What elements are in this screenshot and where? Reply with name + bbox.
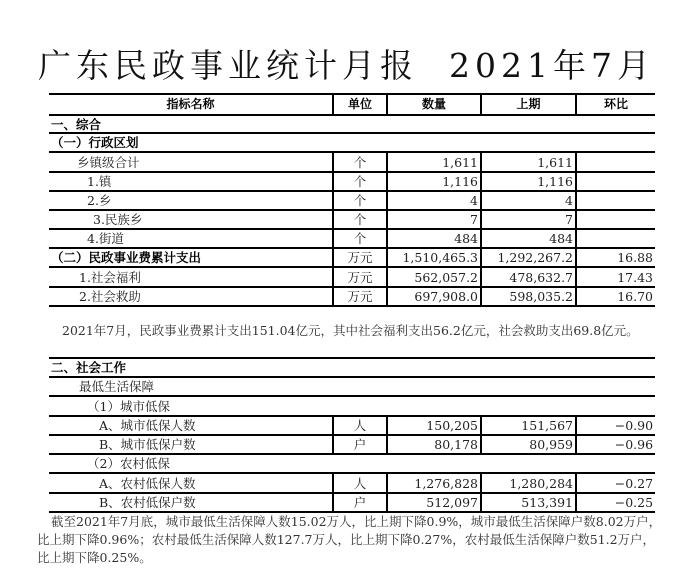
indicator-name: 2.社会救助 xyxy=(49,287,333,306)
table-header-row xyxy=(49,94,655,115)
header-unit: 单位 xyxy=(333,94,387,115)
unit-cell: 万元 xyxy=(333,267,387,287)
value-cell: 1,510,465.3 xyxy=(387,248,481,267)
header-value: 数量 xyxy=(387,94,481,115)
table-row xyxy=(49,287,655,306)
ratio-cell xyxy=(576,172,655,191)
value-cell: 1,116 xyxy=(387,172,481,191)
value-cell: 697,908.0 xyxy=(387,287,481,306)
ratio-cell: 17.43 xyxy=(576,267,655,287)
previous-cell: 1,611 xyxy=(481,152,576,172)
table-row xyxy=(49,248,655,267)
value-cell: 512,097 xyxy=(387,493,481,512)
ratio-cell: 16.70 xyxy=(576,287,655,306)
row-label: （2）农村低保 xyxy=(49,454,655,473)
indicator-name: 3.民族乡 xyxy=(49,210,333,229)
table-row xyxy=(49,473,655,493)
value-cell: 150,205 xyxy=(387,416,481,435)
unit-cell: 个 xyxy=(333,229,387,248)
value-cell: 1,611 xyxy=(387,152,481,172)
header-previous: 上期 xyxy=(481,94,576,115)
table-row xyxy=(49,191,655,210)
unit-cell: 万元 xyxy=(333,248,387,267)
indicator-name: A、农村低保人数 xyxy=(49,473,333,493)
previous-cell: 478,632.7 xyxy=(481,267,576,287)
section-heading: 二、社会工作 xyxy=(49,358,655,377)
table-row xyxy=(49,493,655,512)
indicator-name: 乡镇级合计 xyxy=(49,152,333,172)
ratio-cell xyxy=(576,152,655,172)
table-row xyxy=(49,435,655,454)
table-row xyxy=(49,396,655,416)
table-row xyxy=(49,377,655,396)
table-row xyxy=(49,454,655,473)
indicator-name: 1.镇 xyxy=(49,172,333,191)
ratio-cell xyxy=(576,210,655,229)
expenditure-summary-note: 2021年7月，民政事业费累计支出151.04亿元，其中社会福利支出56.2亿元，社会救助支出69.8亿元。 xyxy=(62,323,639,338)
stats-table-general xyxy=(49,93,655,307)
indicator-name: B、城市低保户数 xyxy=(49,435,333,454)
unit-cell: 个 xyxy=(333,210,387,229)
unit-cell: 人 xyxy=(333,416,387,435)
indicator-name: 2.乡 xyxy=(49,191,333,210)
ratio-cell: 16.88 xyxy=(576,248,655,267)
section-heading: （一）行政区划 xyxy=(49,133,655,152)
previous-cell: 7 xyxy=(481,210,576,229)
table-row xyxy=(49,133,655,152)
previous-cell: 80,959 xyxy=(481,435,576,454)
previous-cell: 598,035.2 xyxy=(481,287,576,306)
unit-cell: 户 xyxy=(333,493,387,512)
ratio-cell: −0.96 xyxy=(576,435,655,454)
ratio-cell xyxy=(576,229,655,248)
indicator-name: 4.街道 xyxy=(49,229,333,248)
table-row xyxy=(49,172,655,191)
row-label: 最低生活保障 xyxy=(49,377,655,396)
indicator-name: A、城市低保人数 xyxy=(49,416,333,435)
ratio-cell: −0.90 xyxy=(576,416,655,435)
previous-cell: 1,280,284 xyxy=(481,473,576,493)
value-cell: 80,178 xyxy=(387,435,481,454)
table-row xyxy=(49,358,655,377)
header-ratio: 环比 xyxy=(576,94,655,115)
table-row xyxy=(49,229,655,248)
unit-cell: 个 xyxy=(333,191,387,210)
previous-cell: 1,116 xyxy=(481,172,576,191)
previous-cell: 513,391 xyxy=(481,493,576,512)
unit-cell: 人 xyxy=(333,473,387,493)
table-row xyxy=(49,416,655,435)
table-row xyxy=(49,152,655,172)
unit-cell: 个 xyxy=(333,152,387,172)
value-cell: 7 xyxy=(387,210,481,229)
previous-cell: 4 xyxy=(481,191,576,210)
header-indicator: 指标名称 xyxy=(49,94,333,115)
stats-table-social-work xyxy=(49,357,655,513)
previous-cell: 151,567 xyxy=(481,416,576,435)
ratio-cell: −0.25 xyxy=(576,493,655,512)
unit-cell: 户 xyxy=(333,435,387,454)
unit-cell: 万元 xyxy=(333,287,387,306)
unit-cell: 个 xyxy=(333,172,387,191)
value-cell: 4 xyxy=(387,191,481,210)
row-label: （1）城市低保 xyxy=(49,396,655,416)
indicator-name: 1.社会福利 xyxy=(49,267,333,287)
value-cell: 1,276,828 xyxy=(387,473,481,493)
ratio-cell xyxy=(576,191,655,210)
value-cell: 484 xyxy=(387,229,481,248)
table-row xyxy=(49,115,655,133)
indicator-name: B、农村低保户数 xyxy=(49,493,333,512)
report-title: 广东民政事业统计月报 2021年7月 xyxy=(38,46,655,85)
table-row xyxy=(49,267,655,287)
table-row xyxy=(49,210,655,229)
ratio-cell: −0.27 xyxy=(576,473,655,493)
value-cell: 562,057.2 xyxy=(387,267,481,287)
previous-cell: 484 xyxy=(481,229,576,248)
previous-cell: 1,292,267.2 xyxy=(481,248,576,267)
low-income-summary-note: 截至2021年7月底，城市最低生活保障人数15.02万人，比上期下降0.9%，城市最低生活保障户数8.02万户，比上期下降0.96%；农村最低生活保障人数127.7万人，比上期下降0.27%，农村最低生活保障户数51.2万户，比上期下降0.25%。 xyxy=(37,514,662,565)
indicator-name: （二）民政事业费累计支出 xyxy=(49,248,333,267)
section-heading: 一、综合 xyxy=(49,115,655,133)
